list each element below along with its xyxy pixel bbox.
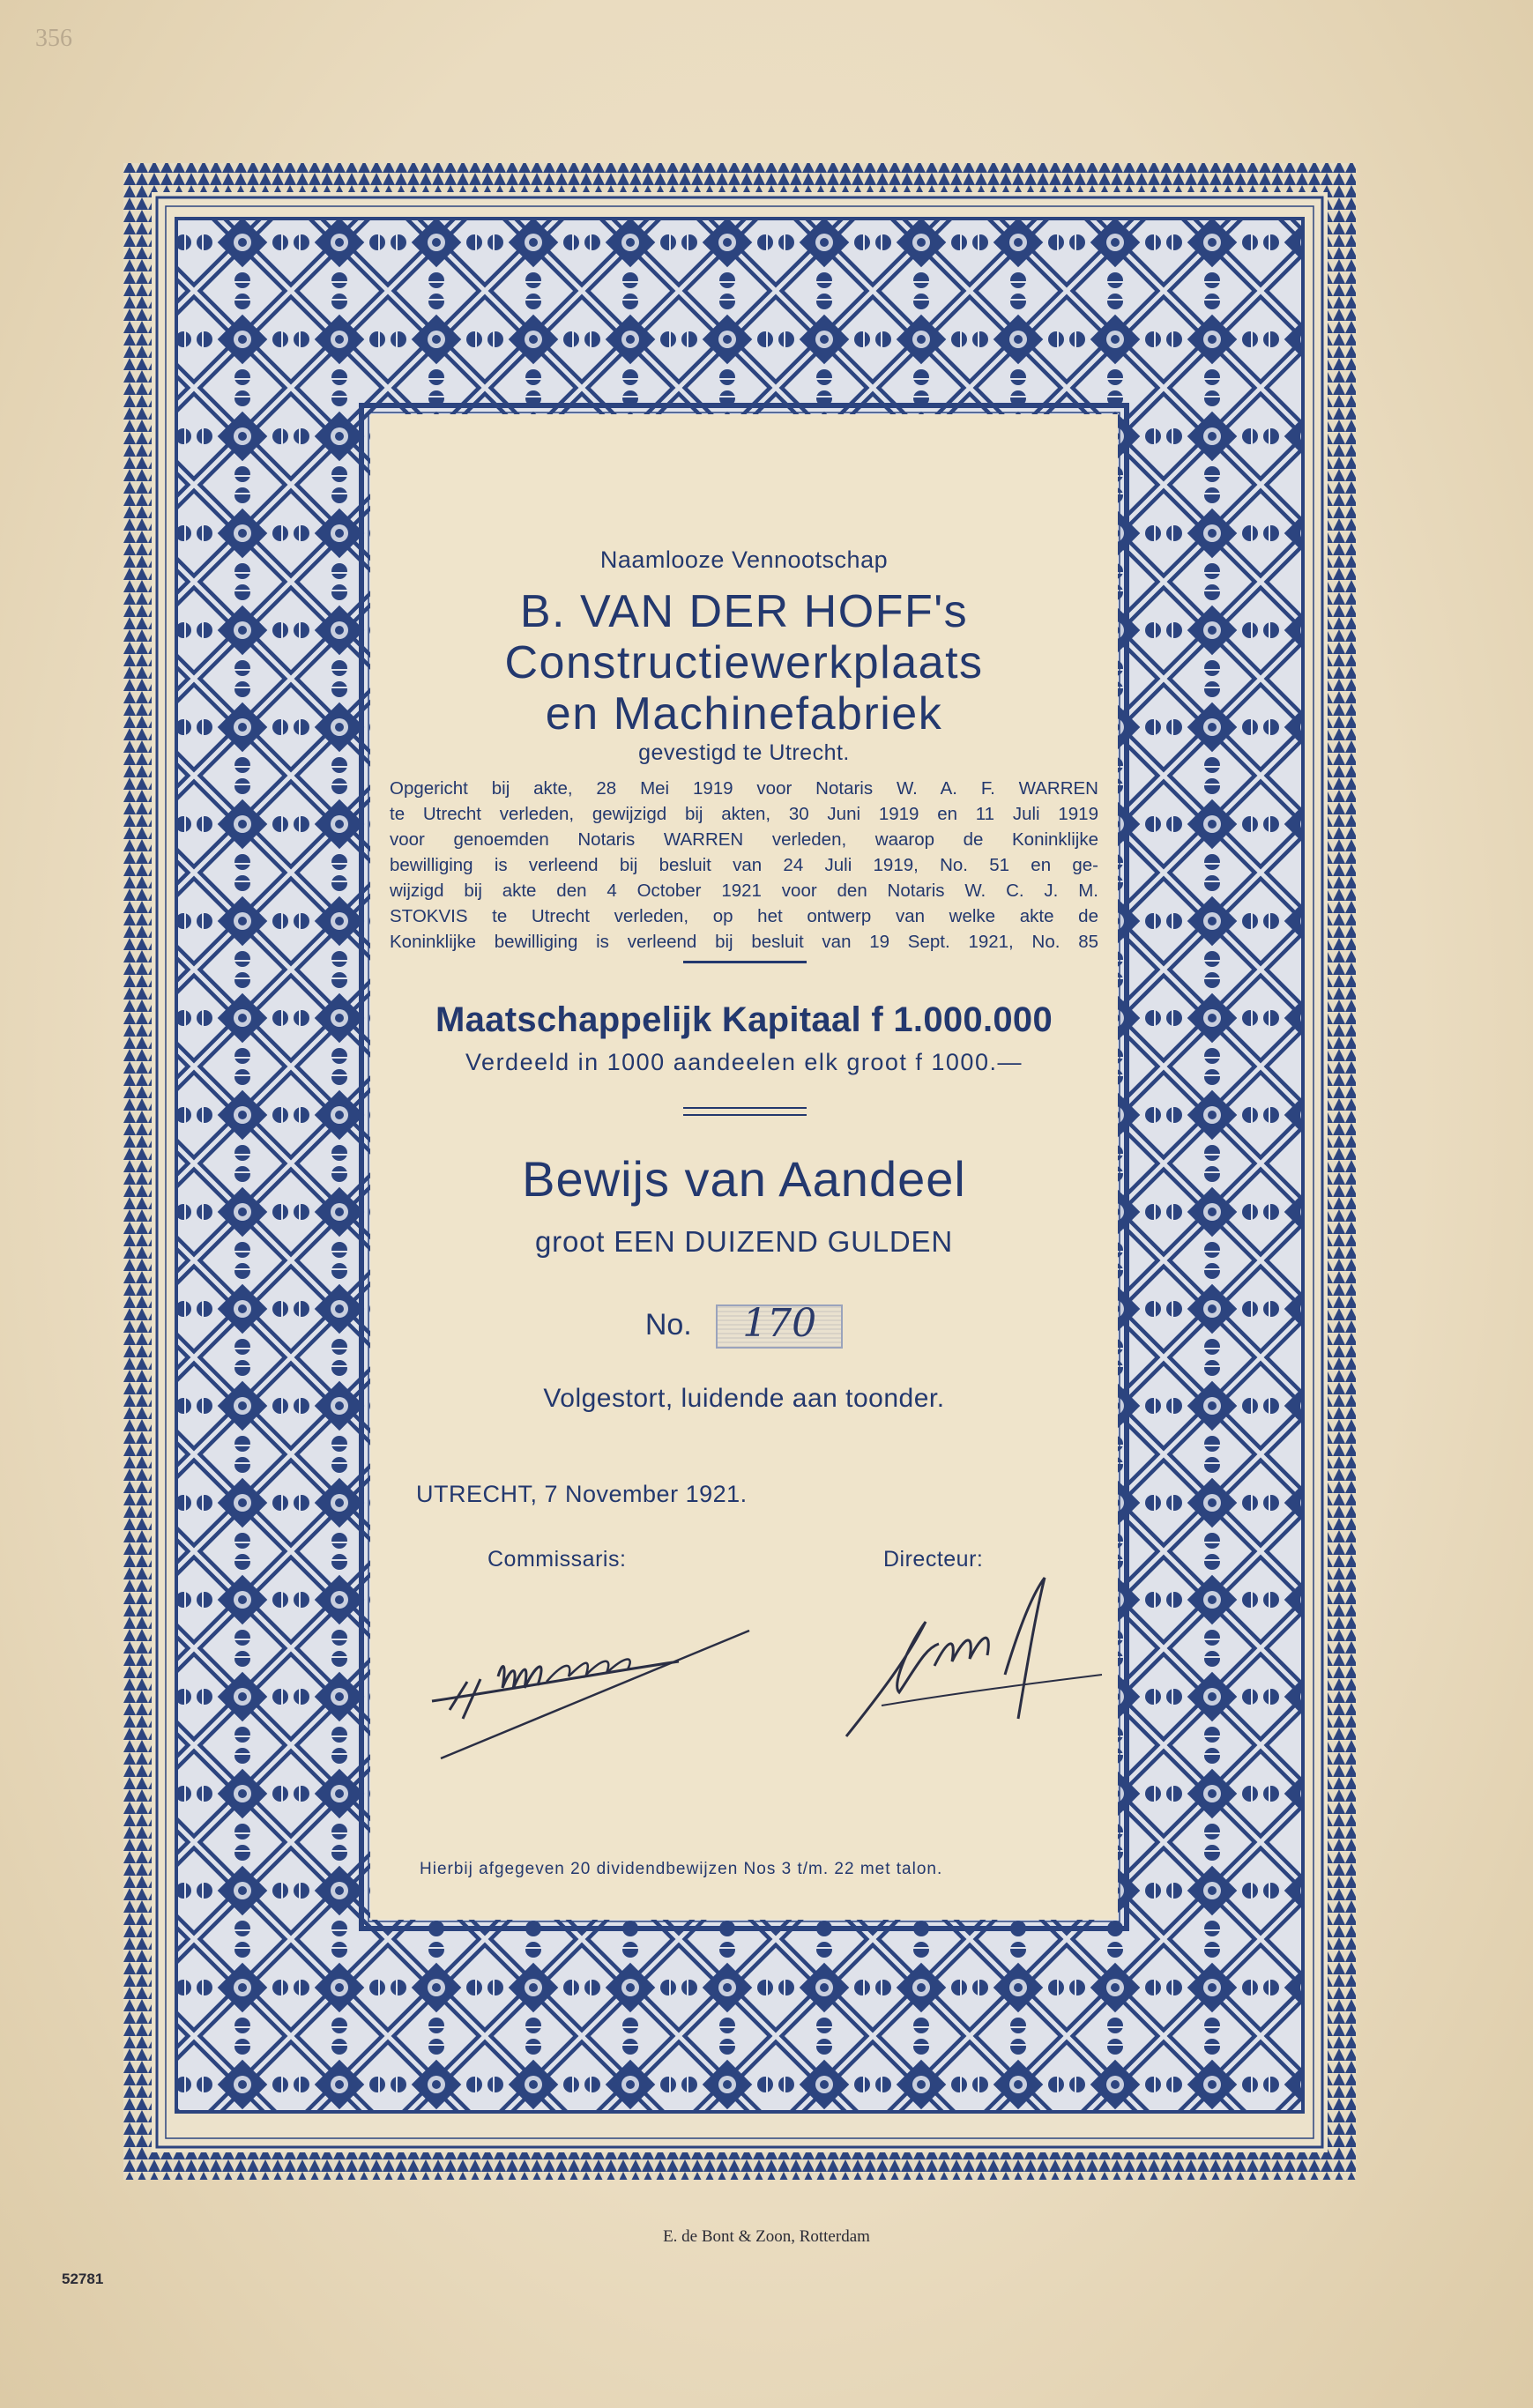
paid-status: Volgestort, luidende aan toonder. (543, 1384, 945, 1413)
divider-rule (683, 1114, 807, 1116)
share-number-row (370, 1301, 1118, 1349)
commissaris-signature (414, 1578, 767, 1772)
place-date: UTRECHT, 7 November 1921. (416, 1481, 748, 1507)
founding-line: Koninklijke bewilliging is verleend bij besluit van 19 Sept. 1921, No. 85 (390, 932, 1098, 952)
directeur-signature (829, 1560, 1111, 1763)
denomination: groot EEN DUIZEND GULDEN (535, 1225, 953, 1258)
commissaris-label: Commissaris: (487, 1547, 627, 1572)
corner-pencil-note: 356 (35, 25, 72, 52)
company-name-line-3: en Machinefabriek (545, 688, 943, 739)
capital-statement: Maatschappelijk Kapitaal f 1.000.000 (435, 1000, 1053, 1039)
founding-line: STOKVIS te Utrecht verleden, op het ontwerp van welke akte de (390, 906, 1098, 926)
founding-line: bewilliging is verleend bij besluit van 24 Juli 1919, No. 51 en ge- (390, 855, 1098, 875)
serial-number: 52781 (62, 2271, 104, 2287)
founding-line: voor genoemden Notaris WARREN verleden, waarop de Koninklijke (390, 829, 1098, 850)
company-seat: gevestigd te Utrecht. (638, 740, 850, 765)
capital-division: Verdeeld in 1000 aandeelen elk groot f 1000.— (465, 1049, 1023, 1075)
coupons-note: Hierbij afgegeven 20 dividendbewijzen Nos 3 t/m. 22 met talon. (420, 1860, 943, 1878)
divider-rule (683, 961, 807, 963)
directeur-label: Directeur: (883, 1547, 984, 1572)
founding-line: wijzigd bij akte den 4 October 1921 voor den Notaris W. C. J. M. (390, 881, 1098, 901)
company-name-line-1: B. VAN DER HOFF's (519, 586, 969, 637)
founding-paragraph (390, 776, 1098, 955)
company-type: Naamlooze Vennootschap (599, 546, 889, 573)
founding-line: Opgericht bij akte, 28 Mei 1919 voor Notaris W. A. F. WARREN (390, 778, 1098, 799)
number-label: No. (644, 1307, 692, 1341)
divider-rule (683, 1107, 807, 1109)
founding-line: te Utrecht verleden, gewijzigd bij akten, 30 Juni 1919 en 11 Juli 1919 (390, 804, 1098, 824)
document-title: Bewijs van Aandeel (522, 1151, 966, 1207)
certificate-text-panel (370, 414, 1118, 1920)
printer-imprint: E. de Bont & Zoon, Rotterdam (663, 2227, 870, 2246)
company-name-line-2: Constructiewerkplaats (504, 637, 984, 688)
number-box (716, 1301, 843, 1349)
share-number: 170 (742, 1301, 817, 1346)
